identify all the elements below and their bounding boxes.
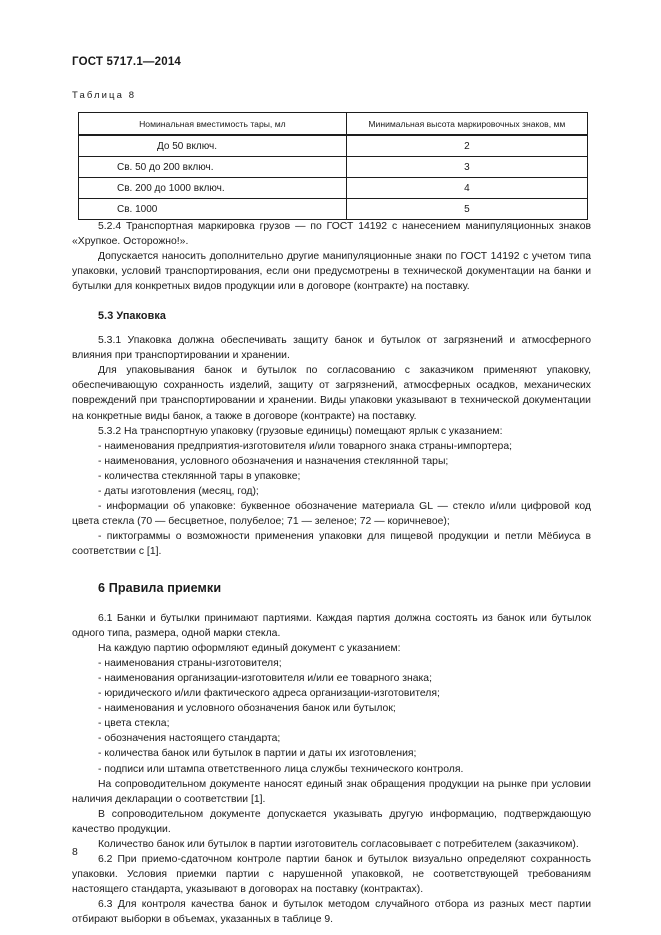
list-item xyxy=(72,762,591,777)
list-item-text: - юридического и/или фактического адреса организации-изготовителя; xyxy=(72,686,591,701)
table-row xyxy=(79,157,588,178)
list-item-text: - наименования и условного обозначения банок или бутылок; xyxy=(72,701,591,716)
list-item-text: - обозначения настоящего стандарта; xyxy=(72,731,591,746)
list-5-3-2 xyxy=(72,439,591,559)
cell-height: 4 xyxy=(346,178,587,199)
paragraph-5-2-4b: Допускается наносить дополнительно другие манипуляционные знаки по ГОСТ 14192 с учетом типа упаковки, условий транспортирования, если они предусмотрены в технической документации на банки и бутылки для конкретных видов продукции или в договоре (контракте) на поставку. xyxy=(72,251,591,293)
cell-height: 2 xyxy=(346,135,587,157)
paragraph-5-3-1: 5.3.1 Упаковка должна обеспечивать защиту банок и бутылок от загрязнений и атмосферного влияния при транспортировании и хранении. xyxy=(72,335,591,362)
table-col-header-height: Минимальная высота маркировочных знаков, мм xyxy=(346,113,587,136)
table-row xyxy=(79,199,588,220)
marking-height-table xyxy=(78,112,588,220)
heading-6: 6 Правила приемки xyxy=(98,580,222,595)
heading-5-3: 5.3 Упаковка xyxy=(98,310,166,323)
paragraph-6-1: 6.1 Банки и бутылки принимают партиями. Каждая партия должна состоять из банок или бутылок одного типа, размера, одной марки стекла. xyxy=(72,613,591,640)
paragraph-5-3-1b: Для упаковывания банок и бутылок по согласованию с заказчиком применяют упаковку, обеспечивающую сохранность изделий, защиту от загрязнений, атмосферных осадков, механических повреждений при транспортировании и хранении. Виды упаковки указывают в технической документации на конкретные виды банок, а также в договоре (контракте) на поставку. xyxy=(72,365,591,422)
body-text xyxy=(72,219,591,927)
paragraph-6-2: 6.2 При приемо-сдаточном контроле партии банок и бутылок визуально определяют сохранность упаковки. Условия приемки партии с нарушенной упаковкой, не соответствующей требованиям настоящего стандарта, указывают в договорах на поставку (контрактах). xyxy=(72,853,591,895)
spacer xyxy=(72,596,591,611)
list-item xyxy=(72,686,591,701)
running-head-standard-number: ГОСТ 5717.1—2014 xyxy=(72,56,182,68)
paragraph-6-3: 6.3 Для контроля качества банок и бутылок методом случайного отбора из разных мест партии отбирают выборки в объемах, указанных в таблице 9. xyxy=(72,898,591,925)
list-item xyxy=(72,529,591,559)
spacer xyxy=(72,324,591,333)
list-item xyxy=(72,499,591,529)
list-item xyxy=(72,701,591,716)
cell-height: 3 xyxy=(346,157,587,178)
list-item xyxy=(72,454,591,469)
list-item-text: - количества банок или бутылок в партии и даты их изготовления; xyxy=(72,746,591,761)
list-item-text: - наименования предприятия-изготовителя и/или товарного знака страны-импортера; xyxy=(72,439,591,454)
table-row xyxy=(79,135,588,157)
list-item-text: - даты изготовления (месяц, год); xyxy=(72,484,591,499)
paragraph-5-2-4: 5.2.4 Транспортная маркировка грузов — по ГОСТ 14192 с нанесением манипуляционных знаков «Хрупкое. Осторожно!». xyxy=(72,221,591,248)
list-item xyxy=(72,469,591,484)
list-6-1 xyxy=(72,656,591,776)
page-number: 8 xyxy=(72,847,78,858)
paragraph-6-1d: В сопроводительном документе допускается указывать другую информацию, подтверждающую качество продукции. xyxy=(72,808,591,835)
list-item-text: - информации об упаковке: буквенное обозначение материала GL — стекло и/или цифровой код цвета стекла (70 — бесцветное, полубелое; 71 — зеленое; 72 — коричневое); xyxy=(72,499,591,529)
cell-capacity: Св. 1000 xyxy=(79,199,347,220)
list-item-text: - цвета стекла; xyxy=(72,716,591,731)
list-item-text: - наименования организации-изготовителя и/или ее товарного знака; xyxy=(72,671,591,686)
list-item-text: - наименования страны-изготовителя; xyxy=(72,656,591,671)
paragraph-6-1b: На каждую партию оформляют единый документ с указанием: xyxy=(98,643,401,655)
list-item-text: - количества стеклянной тары в упаковке; xyxy=(72,469,591,484)
list-item xyxy=(72,484,591,499)
paragraph-5-3-2: 5.3.2 На транспортную упаковку (грузовые единицы) помещают ярлык с указанием: xyxy=(98,425,503,437)
paragraph-6-1e: Количество банок или бутылок в партии изготовитель согласовывает с потребителем (заказчиком). xyxy=(98,838,579,850)
cell-height: 5 xyxy=(346,199,587,220)
table-col-header-capacity: Номинальная вместимость тары, мл xyxy=(79,113,347,136)
list-item xyxy=(72,439,591,454)
table-row xyxy=(79,178,588,199)
list-item xyxy=(72,656,591,671)
list-item xyxy=(72,746,591,761)
table-caption: Таблица 8 xyxy=(72,90,137,101)
spacer xyxy=(72,559,591,581)
cell-capacity: До 50 включ. xyxy=(79,135,347,157)
table-header-row xyxy=(79,113,588,136)
cell-capacity: Св. 200 до 1000 включ. xyxy=(79,178,347,199)
list-item-text: - подписи или штампа ответственного лица службы технического контроля. xyxy=(72,762,591,777)
list-item-text: - наименования, условного обозначения и назначения стеклянной тары; xyxy=(72,454,591,469)
paragraph-6-1c: На сопроводительном документе наносят единый знак обращения продукции на рынке при условии наличия декларации о соответствии [1]. xyxy=(72,778,591,805)
cell-capacity: Св. 50 до 200 включ. xyxy=(79,157,347,178)
spacer xyxy=(72,294,591,309)
list-item xyxy=(72,731,591,746)
list-item-text: - пиктограммы о возможности применения упаковки для пищевой продукции и петли Мёбиуса в соответствии с [1]. xyxy=(72,529,591,559)
list-item xyxy=(72,671,591,686)
list-item xyxy=(72,716,591,731)
